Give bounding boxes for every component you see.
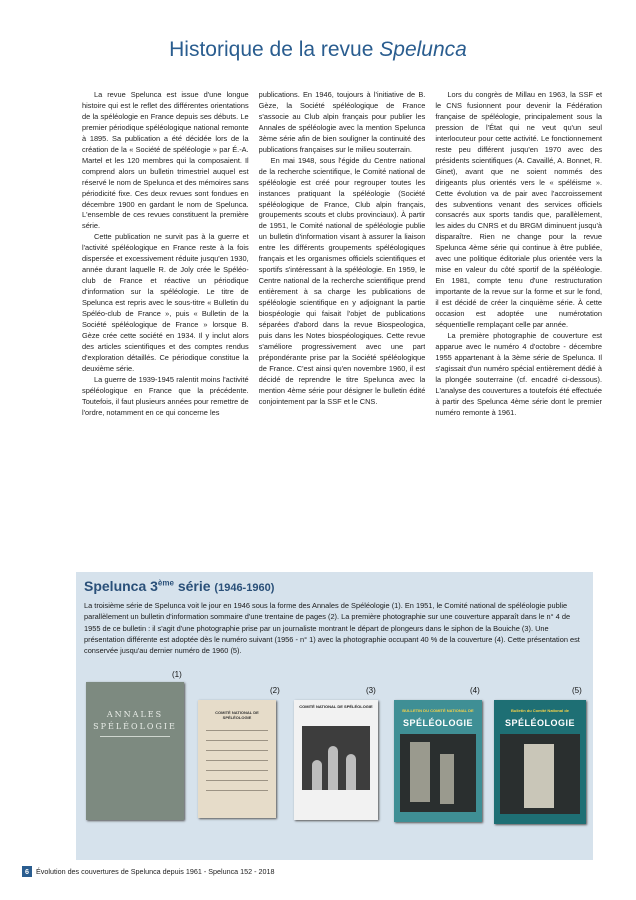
page-title-main: Historique de la revue (169, 38, 380, 61)
page-title (0, 38, 636, 62)
cover2-header: COMITÉ NATIONAL DE SPÉLÉOLOGIE (215, 710, 259, 720)
cover4-band: BULLETIN DU COMITÉ NATIONAL DE (402, 708, 474, 713)
cover4-photo-cave (400, 734, 476, 812)
box-text: La troisième série de Spelunca voit le jour en 1946 sous la forme des Annales de Spéléologie (1). En 1951, le Comité national de spéléologie publie parallèlement un bulletin d'information sommaire d'une trentaine de pages (2). La première photographie sur une couverture apparaît dans le n° 4 de 1955 de ce bulletin : il s'agit d'une photographie prise par un journaliste montrant le départ de plongeurs dans le siphon de la Bouiche (3). Une présentation différente est adoptée dès le numéro suivant (1956 - n° 1) avec la photographie occupant 40 % de la couverture (4). Cette présentation est conservée jusqu'au dernier numéro de 1960 (5). (84, 601, 580, 656)
cover5-title: SPÉLÉOLOGIE (504, 718, 575, 728)
cover2-line (206, 730, 268, 731)
cover2-line (206, 750, 268, 751)
rock-formation (410, 742, 430, 802)
paragraph: publications. En 1946, toujours à l'initiative de B. Gèze, la Société spéléologique de France s'associe au Club alpin français pour publier les Annales de spéléologie avec la mention Spelunca 3ème série afin de bien souligner la continuité des publications françaises sur le milieu souterrain. (258, 90, 426, 154)
paragraph: En mai 1948, sous l'égide du Centre national de la recherche scientifique, le Comité national de spéléologie est créé pour regrouper toutes les instances pratiquant la spéléologie (Société spéléologique de France, Club alpin français, groupements scouts et clubs provinciaux). À partir de 1951, le Comité national de spéléologie publie un bulletin d'information visant à assurer la liaison entre les différents groupements spéléologiques français et les organismes officiels scientifiques et sportifs s'intéressant à la spéléologie. En 1959, le Centre national de la recherche scientifique prend entièrement à sa charge les publications de spéléologie scientifique en y adjoignant la partie biospéologie qui faisait l'objet de publications séparées d'abord dans la revue Biospeologica, puis dans les Notes biospéologiques. Cette revue s'améliore progressivement avec une part prépondérante prise par la Société spéléologique de France. C'est ainsi qu'en novembre 1960, il est décidé de reprendre le titre Spelunca avec la mention 4ème série pour désigner le bulletin édité conjointement par la SSF et le CNS. (258, 155, 426, 406)
cover1-rule (100, 736, 170, 737)
cover2-line (206, 770, 268, 771)
cover-label-3: (3) (366, 686, 376, 695)
cover-image-5 (494, 700, 586, 824)
cover2-line (206, 790, 268, 791)
paragraph: La première photographie de couverture est apparue avec le numéro 4 d'octobre - décembre 1955 appartenant à la 3ème série de Spelunca. Il s'agissait d'un numéro spécial entièrement dédié à la plongée souterraine (cf. encadré ci-dessous). L'analyse des couvertures a toutefois été effectuée à partir des Spelunca 4ème série dont le premier numéro remonte à 1961. (435, 330, 603, 417)
diver-figure (312, 760, 322, 790)
page-number: 6 (22, 866, 32, 877)
cover-image-3 (294, 700, 378, 820)
cover5-photo-cave (500, 734, 580, 814)
article-columns (82, 90, 602, 560)
page-title-italic: Spelunca (379, 38, 467, 61)
cover5-band: Bulletin du Comité National de (510, 708, 569, 713)
footer-text: Évolution des couvertures de Spelunca depuis 1961 - Spelunca 152 - 2018 (36, 867, 275, 876)
cover2-line (206, 780, 268, 781)
box-title (84, 578, 274, 594)
cover1-title: ANNALES (106, 710, 164, 719)
diver-figure (346, 754, 356, 790)
cover-image-1 (86, 682, 184, 820)
cover2-line (206, 740, 268, 741)
paragraph: Cette publication ne survit pas à la guerre et l'activité spéléologique en France reste à la fois dispersée et excessivement réduite jusqu'en 1930, année durant laquelle R. de Joly crée le Spéléo-club de France et réactive un périodique d'information sur la spéléologie. Le titre de Spelunca est repris avec le sous-titre « Bulletin du Spéléo-club de France », puis « Bulletin de la Société spéléologique de France » lorsque B. Gèze crée cette société en 1934. Il y inclut alors des articles scientifiques et des comptes rendus d'exploration détaillés. Ce périodique constitue la deuxième série. (82, 232, 249, 373)
cover-label-2: (2) (270, 686, 280, 695)
box-title-sup: ème (157, 578, 174, 588)
paragraph: La revue Spelunca est issue d'une longue histoire qui est le reflet des différentes orientations de la spéléologie en France depuis ses débuts. Le premier périodique spéléologique national remonte à 1895. Sa publication a été décidée lors de la création de la « Société de spéléologie » par É.-A. Martel et les 120 membres qui la composaient. Il comprend alors un bulletin trimestriel auquel est réservé le nom de Spelunca et des mémoires sans périodicité fixe. Ces deux revues sont fondues en décembre 1900 en gardant le nom de Spelunca. L'ensemble de ces revues constituent la première série. (82, 90, 249, 231)
cover1-subtitle: SPÉLÉOLOGIE (93, 722, 177, 731)
box-title-rest: série (173, 578, 215, 594)
paragraph: La guerre de 1939-1945 ralentit moins l'activité spéléologique en France que la précédente. Toutefois, il faut plusieurs années pour remettre de l'ordre, notamment en ce qui concerne les (82, 374, 249, 417)
sidebar-box-third-series (76, 572, 593, 860)
rock-formation (440, 754, 454, 804)
cover3-photo-divers (302, 726, 370, 790)
diver-figure (328, 746, 338, 790)
box-title-years: (1946-1960) (214, 582, 275, 594)
cover-image-4 (394, 700, 482, 822)
cover-label-5: (5) (572, 686, 582, 695)
cover4-title: SPÉLÉOLOGIE (402, 718, 473, 728)
rock-formation (524, 744, 554, 808)
column-1 (82, 90, 249, 560)
cover3-header: COMITÉ NATIONAL DE SPÉLÉOLOGIE (299, 704, 373, 709)
page-footer (22, 866, 275, 877)
cover-image-2 (198, 700, 276, 818)
column-2 (259, 90, 426, 560)
column-3 (435, 90, 602, 560)
box-title-main: Spelunca 3 (84, 578, 158, 594)
cover2-line (206, 760, 268, 761)
paragraph: Lors du congrès de Millau en 1963, la SSF et le CNS fusionnent pour devenir la Fédération française de spéléologie, principalement sous la pression de l'État qui ne veut qu'un seul interlocuteur pour cette activité. Le fonctionnement reste peu différent jusqu'en 1970 avec des présidents scientifiques (A. Cavaillé, A. Bonnet, R. Ginet), avant que ne soient nommés des dirigeants plus orientés vers le « spéléisme ». Cette évolution va de pair avec l'accroissement des subventions venant des services officiels consacrés aux sports tandis que, parallèlement, les aides du CNRS et du BRGM diminuent jusqu'à disparaître. Rien ne change pour la revue Spelunca 4ème série qui continue à être publiée, avec une politique éditoriale plus orientée vers la mise en valeur du côté sportif de la spéléologie. En 1981, compte tenu d'une restructuration importante de la revue sur la forme et sur le fond, il est décidé de créer la cinquième série. À cette occasion est adoptée une numérotation séquentielle remplaçant celle par année. (435, 90, 603, 330)
cover-label-4: (4) (470, 686, 480, 695)
cover-label-1: (1) (172, 670, 182, 679)
